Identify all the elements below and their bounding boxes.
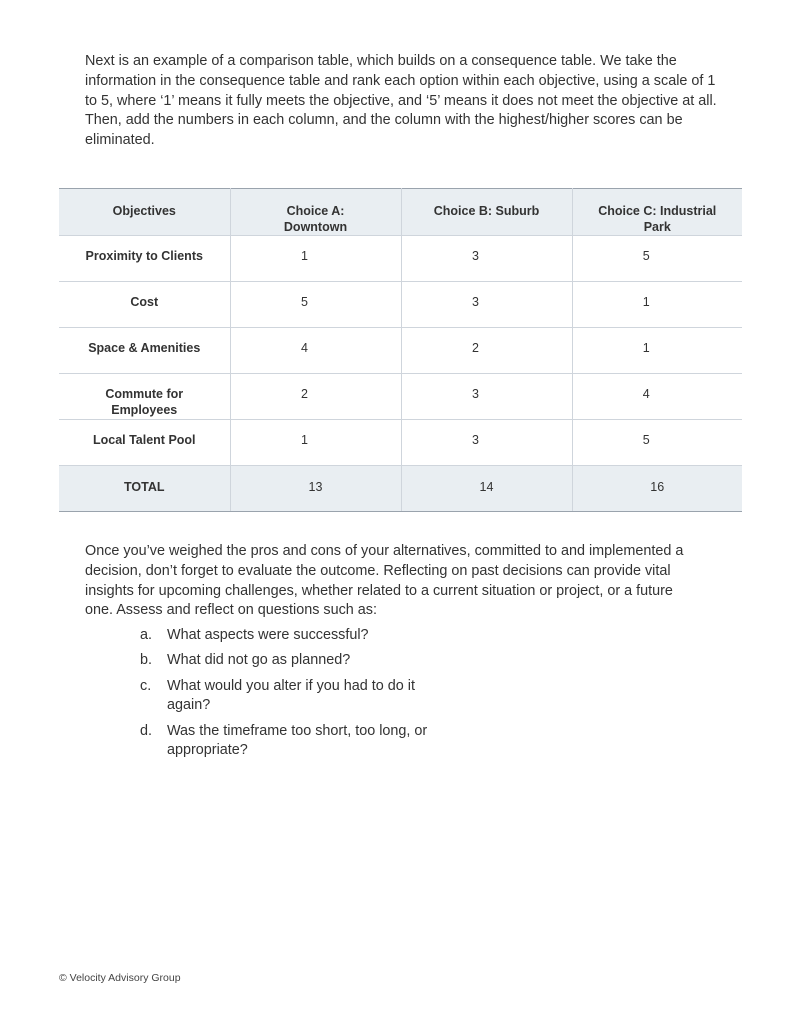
- table-row: [59, 374, 742, 420]
- list-item: [140, 651, 460, 671]
- total-choice-a: 13: [230, 466, 401, 512]
- list-item: [140, 722, 460, 762]
- choice-c-score: 5: [572, 420, 742, 466]
- choice-a-score: 2: [230, 374, 401, 420]
- choice-b-score: 3: [401, 236, 572, 282]
- table-header-row: [59, 189, 742, 236]
- objective-cell: Proximity to Clients: [59, 236, 230, 282]
- copyright-footer: © Velocity Advisory Group: [59, 972, 181, 984]
- total-choice-b: 14: [401, 466, 572, 512]
- choice-a-score: 5: [230, 282, 401, 328]
- total-label: TOTAL: [59, 466, 230, 512]
- choice-a-score: 4: [230, 328, 401, 374]
- reflection-paragraph: Once you’ve weighed the pros and cons of your alternatives, committed to and implemented a decision, don’t forget to evaluate the outcome. Reflecting on past decisions can provide vital insights for upcoming challenges, whether related to a current situation or project, or a future one. Assess and reflect on questions such as:: [85, 543, 684, 619]
- header-choice-b: Choice B: Suburb: [401, 189, 572, 236]
- total-choice-c: 16: [572, 466, 742, 512]
- intro-paragraph: Next is an example of a comparison table, which builds on a consequence table. We take the information in the consequence table and rank each option within each objective, using a scale of 1 to 5, where ‘1’ means it fully meets the objective, and ‘5’ means it does not meet the objective at all. Then, add the numbers in each column, and the column with the highest/higher scores can be eliminated.: [85, 53, 717, 149]
- choice-a-score: 1: [230, 420, 401, 466]
- objective-cell: Cost: [59, 282, 230, 328]
- list-item: [140, 626, 460, 646]
- table-total-row: [59, 466, 742, 512]
- choice-b-score: 3: [401, 420, 572, 466]
- table-row: [59, 282, 742, 328]
- table-row: [59, 236, 742, 282]
- list-marker: a.: [140, 627, 153, 643]
- list-marker: c.: [140, 677, 152, 694]
- question-text: Was the timeframe too short, too long, or appropriate?: [167, 722, 428, 759]
- objective-cell: Local Talent Pool: [59, 420, 230, 466]
- list-item: [140, 677, 460, 717]
- objective-cell: Space & Amenities: [59, 328, 230, 374]
- list-marker: d.: [140, 722, 153, 739]
- table-row: [59, 420, 742, 466]
- choice-c-score: 5: [572, 236, 742, 282]
- choice-c-score: 1: [572, 328, 742, 374]
- choice-c-score: 4: [572, 374, 742, 420]
- choice-c-score: 1: [572, 282, 742, 328]
- question-text: What did not go as planned?: [167, 652, 351, 669]
- question-list: [140, 626, 460, 767]
- choice-b-score: 3: [401, 282, 572, 328]
- choice-b-score: 3: [401, 374, 572, 420]
- comparison-table: [59, 188, 742, 512]
- header-choice-c: Choice C: Industrial Park: [572, 189, 742, 236]
- question-text: What aspects were successful?: [167, 627, 369, 643]
- header-objectives: Objectives: [59, 189, 230, 236]
- objective-cell: Commute for Employees: [59, 374, 230, 420]
- question-text: What would you alter if you had to do it again?: [167, 677, 415, 714]
- choice-a-score: 1: [230, 236, 401, 282]
- choice-b-score: 2: [401, 328, 572, 374]
- table-row: [59, 328, 742, 374]
- header-choice-a: Choice A: Downtown: [230, 189, 401, 236]
- list-marker: b.: [140, 652, 153, 669]
